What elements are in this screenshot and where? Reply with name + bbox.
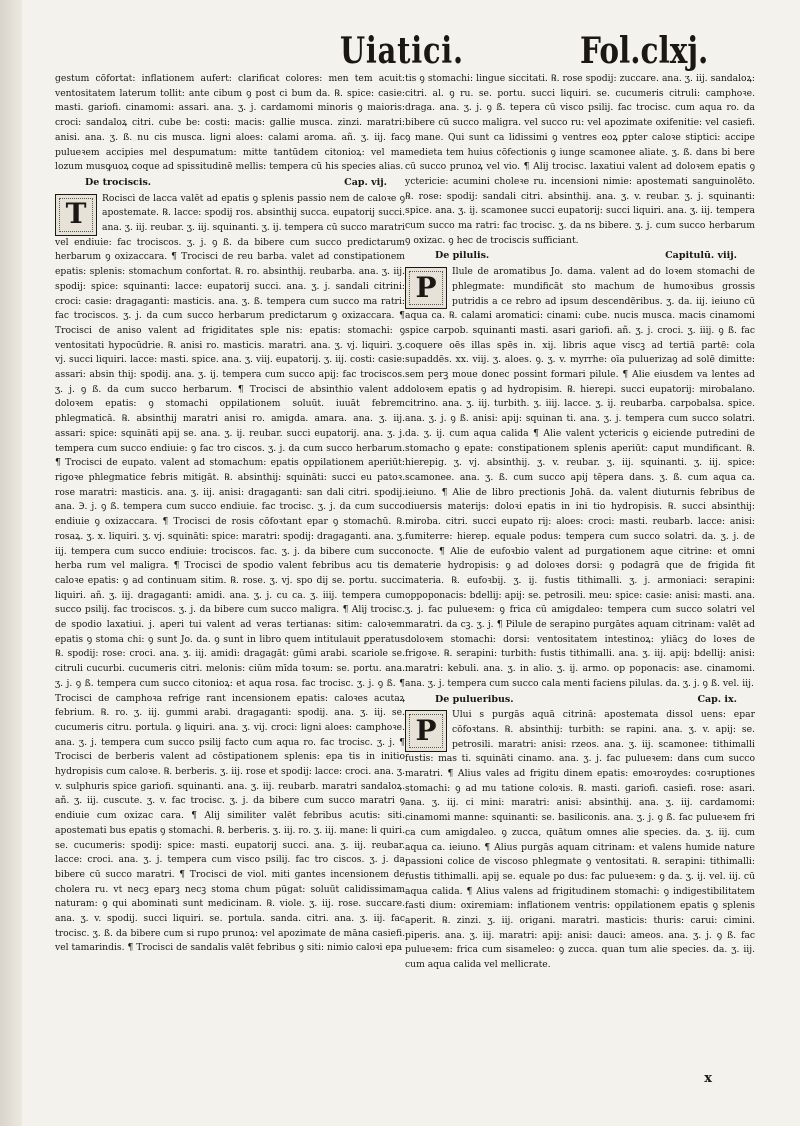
paragraph <box>405 265 755 691</box>
heading-chapter: Cap. ix. <box>697 693 737 705</box>
signature-mark: x <box>704 1071 712 1086</box>
decorated-initial: P <box>405 267 447 309</box>
page-header <box>0 30 800 76</box>
paragraph <box>55 192 405 957</box>
paragraph: tis ꝯ stomachi: lingue siccitati. ℞. rose spodij: zuccare. ana. ʒ. iij. sandaloꝝ: citri. al. ꝯ ru. se. portu. succi liquiri. se. cucumeris citruli: camphoꝛe. draga. ana. ʒ. j. ꝯ ß. tepera cū visco psilij. fac trocisc. cum aqua ro. da bibere cū succo maligra. vel succo ru: vel apozimate oxifenitie: vel casiefi. ꝯ mane. Qui sunt ca lidissimi ꝯ ventres eoꝝ ꝑpter caloꝛe stiptici: accipe medieta tem huius cōfectionis ꝯ iunge scamonee aliate. ʒ. ß. dans bi bere cū succo prunoꝝ vel vio. ¶ Alij trocisc. laxatiui valent ad doloꝛem epatis ꝯ yctericie: acumini choleꝛe ru. incensioni nimie: apostemati sanguinolēto. ℞. rose: spodij: sandali citri. absinthij. ana. ʒ. v. reubar. ʒ. j. squinanti: spice. ana. ʒ. ij. scamonee succi eupatorij: succi liquiri. ana. ʒ. iij. tempera cum succo ma ratri: fac trocisc. ʒ. da ns bibere. ʒ. j. cum succo herbarum ꝯ oxizac. ꝯ hec de trociscis sufficiant. <box>405 73 755 246</box>
section-heading-pilulis <box>405 249 755 264</box>
section-heading-pulueribus <box>405 693 755 708</box>
running-title: Uiatici. <box>340 30 464 72</box>
decorated-initial: T <box>55 194 97 236</box>
heading-title: De pulueribus. <box>435 693 514 705</box>
left-column <box>55 72 405 1082</box>
heading-title: De trociscis. <box>85 176 152 188</box>
paragraph: gestum cōfortat: inflationem aufert: clarificat colores: men tem acuit: ventositatem laterum tollit: ante cibum ꝯ post ci bum da. ℞. spice: casie: masti. gariofi. cinamomi: assari. ana. ʒ. j. cardamomi minoris ꝯ maioris: croci: sandaloꝝ citri. cube be: costi: macis: gallie musca. zinzi. maratri: anisi. ana. ʒ. ß. nu cis musca. ligni aloes: calami aroma. añ. ʒ. iij. fac pulueꝛem accipies mel despumatum: mitte tantūdem citonioꝝ: vel ma lozum musꝙuoꝝ coque ad spissitudinē mellis: tempera cū his species alias. <box>55 73 405 173</box>
heading-chapter: Capitulū. viij. <box>665 250 737 262</box>
paragraph-text: Ului s purgās aquā citrinā: apostemata dissol uens: epar cōfoꝛtans. ℞. absinthij: turbith: se rapini. ana. ʒ. v. apij: se. petrosili. maratri: anisi: rzeos. ana. ʒ. iij. scamonee: tithimalli fustis: mas ti. squināti cinamo. ana. ʒ. j. fac pulueꝛem: dans cum succo maratri. ¶ Alius vales ad frigitu dinem epatis: emoꝛroydes: coꝛruptiones stomachi: ꝯ ad mu tatione coloꝛis. ℞. masti. gariofi. casiefi. rose: asari. ana. ʒ. iij. ci mini: maratri: anisi: absinthij. ana. ʒ. iij. cardamomi: cinamomi manne: squinanti: se. basiliconis. ana. ʒ. j. ꝯ ß. fac pulueꝛem fri ca cum amigdaleo. ꝯ zucca, quātum omnes alie species. da. ʒ. iij. cum aqua ca. ieiuno. ¶ Alius purgās aquam citrinam: et valens humide nature passioni colice de viscoso phlegmate ꝯ ventositati. ℞. serapini: tithimalli: fustis tithimalli. apij se. equale po dus: fac pulueꝛem: ꝯ da. ʒ. ij. vel. iij. cū aqua calida. ¶ Alius valens ad frigitudinem stomachi: ꝯ indigestibilitatem fasti dium: oxiremiam: inflationem ventris: oppilationem epatis ꝯ splenis aperit. ℞. zinzi. ʒ. iij. origani. maratri. masticis: thuris: carui: cimini. piperis. ana. ʒ. iij. maratri: apij: anisi: dauci: ameos. ana. ʒ. j. ꝯ ß. fac pulueꝛem: frica cum sisameleo: ꝯ zucca. quan tum alie species. da. ʒ. iij. cum aqua calida vel mellicrate. <box>405 709 755 971</box>
paragraph <box>405 708 755 973</box>
heading-chapter: Cap. vij. <box>344 176 387 188</box>
paragraph-text: Ilule de aromatibus Jo. dama. valent ad do loꝛem stomachi de phlegmate: mundificāt sto machum de humoꝛibus grossis putridis a ce rebro ad ipsum descendēribus. ʒ. da. iij. ieiuno cū aqua ca. ℞. calami aromatici: cinami: cube. nucis musca. macis cinamomi spice carpob. squinanti masti. asari gariofi. añ. ʒ. j. croci. ʒ. iiij. ꝯ ß. fac coquere oēs illas spēs in. xij. libris aque viscꝫ ad tertiā partē: cola supaddēs. xx. viij. ʒ. aloes. ꝯ. ʒ. v. myrrhe: oīa puluerizaꝯ ad solē dimitte: sem perꝫ moue donec possint formari pilule. ¶ Alie eiusdem va lentes ad doloꝛem epatis ꝯ ad hydropisim. ℞. hierepi. succi eupatorij: mirobalano. citrino. ana. ʒ. iij. turbith. ʒ. iiij. lacce. ʒ. ij. reubarba. carpobalsa. spice. ana. ʒ. j. ꝯ ß. anisi: apij: squinan ti. ana. ʒ. j. tempera cum succo solatri. da. ʒ. ij. cum aqua calida ¶ Alie valent yctericis ꝯ eiciende putredini de stomacho ꝯ epate: constipationem splenis aperiūt: caput mundificant. ℞. hierepig. ʒ. vj. absinthij. ʒ. v. reubar. ʒ. iij. squinanti. ʒ. iij. spice: scamonee. ana. ʒ. ß. cum succo apij tēpera dans. ʒ. ß. cum aqua ca. ieiuno. ¶ Alie de libro prectionis Johā. da. valent diuturnis febribus de diuersis materijs: doloꝛi epatis in ini tio hydropisis. ℞. succi absinthij: miroba. citri. succi eupato rij: aloes: croci: masti. reubarb. lacce: anisi: fumiterre: hierep. equale podus: tempera cum succo solatri. da. ʒ. j. de nocte. ¶ Alie de eufoꝛbio valent ad purgationem aque citrine: et omni materie hydropisis: ꝯ ad doloꝛes dorsi: ꝯ podagrā que de frigida fit materia. ℞. eufoꝛbij. ʒ. ij. fustis tithimalli. ʒ. j. armoniaci: serapini: oppoponacis: bdellij: apij: se. petrosili. meu: spice: casie: anisi: masti. ana. ʒ. j. fac pulueꝛem: ꝯ frica cū amigdaleo: tempera cum succo solatri vel maratri. da cꝫ. ʒ. j. ¶ Pilule de serapino purgātes aquam citrinam: valēt ad doloꝛem stomachi: dorsi: ventositatem intestinoꝝ: yliācꝫ do loꝛes de frigoꝛe. ℞. serapini: turbith: fustis tithimalli. ana. ʒ. iij. apij: bdellij: anisi: maratri: kebuli. ana. ʒ. in alio. ʒ. ij. armo. op poponacis: ase. cinamomi. ana. ʒ. j. tempera cum succo cala menti faciens pilulas. da. ʒ. j. ꝯ ß. vel. iij. <box>405 266 755 689</box>
heading-title: De pilulis. <box>435 250 490 262</box>
paragraph-text: Rocisci de lacca valēt ad epatis ꝯ splenis passio nem de caloꝛe ꝯ apostemate. ℞. lacce: spodij ros. absinthij succa. eupatorij succi. ana. ʒ. iij. reubar. ʒ. iij. squinanti. ʒ. ij. tempera cū succo maratri vel endiuie: fac trociscos. ʒ. j. ꝯ ß. da bibere cum succo predictarum herbarum ꝯ oxizaccara. ¶ Trocisci de reu barba. valet ad constipationem epatis: splenis: stomachum confortat. ℞. ro. absinthij. reubarba. ana. ʒ. iij. spodij: spice: squinanti: lacce: eupatorij succi. ana. ʒ. j. sandali citrini: croci: casie: dragaganti: masticis. ana. ʒ. ß. tempera cum succo ma ratri: fac trociscos. ʒ. j. da cum succo herbarum predictarum ꝯ oxizaccara. ¶ Trocisci de aniso valent ad frigiditates sple nis: epatis: stomachi: ꝯ ventositati hypocūdrie. ℞. anisi ro. masticis. maratri. ana. ʒ. vj. liquiri. ʒ. vj. succi liquiri. lacce: masti. spice. ana. ʒ. viij. eupatorij. ʒ. iij. costi: casie: assari: absin thij: spodij. ana. ʒ. ij. tempera cum succo apij: fac trociscos. ʒ. j. ꝯ ß. da cum succo herbarum. ¶ Trocisci de absinthio valent ad doloꝛem epatis: ꝯ stomachi oppilationem soluūt. iuuāt febrem phlegmaticā. ℞. absinthij maratri anisi ro. amigda. amara. ana. ʒ. iij. assari: spice: squināti apij se. ana. ʒ. ij. reubar. succi eupatorij. ana. ʒ. j. tempera cum succo endiuie: ꝯ fac tro ciscos. ʒ. j. da cum succo herbarum. ¶ Trocisci de eupato. valent ad stomachum: epatis oppilationem aperiūt: rigoꝛe phlegmatice febris mitigāt. ℞. absinthij: squināti: succi eu patoꝛ. rose maratri: masticis. ana. ʒ. iij. anisi: dragaganti: san dali citri. spodij. ana. ℈. j. ꝯ ß. tempera cum succo endiuie. fac trocisc. ʒ. j. da cum succo endiuie ꝯ oxizaccara. ¶ Trocisci de rosis cōfoꝛtant epar ꝯ stomachū. ℞. rosaꝝ. ʒ. x. liquiri. ʒ. vj. squināti: spice: maratri: spodij: dragaganti. ana. ʒ. iij. tempera cum succo endiuie: trociscos. fac. ʒ. j. da bibere cum succo herba rum vel maligra. ¶ Trocisci de spodio valent febribus acu tis de caloꝛe epatis: ꝯ ad continuam sitim. ℞. rose. ʒ. vj. spo dij se. portu. succi liquiri. añ. ʒ. iij. dragaganti: amidi. ana. ʒ. j. cu ca. ʒ. iiij. tempera cum succo psilij. fac trociscos. ʒ. j. da bibere cum succo maligra. ¶ Alij trocisc. de spodio laxatiui. j. aperi tui valent ad veras tertianas: sitim: caloꝛem epatis ꝯ stoma chi: ꝯ sunt Jo. da. ꝯ sunt in libro quem intitulauit ꝑperatus ℞. spodij: rose: croci. ana. ʒ. iij. amidi: dragagāt: gūmi arabi. scariole se. citruli cucurbi. cucumeris citri. melonis: ciūm mīda toꝛum: se. portu. ana. ʒ. j. ꝯ ß. tempera cum succo citonioꝝ: et aqua rosa. fac trocisc. ʒ. j. ꝯ ß. ¶ Trocisci de camphoꝛa refrige rant incensionem epatis: caloꝛes acutaꝝ febrium. ℞. ro. ʒ. iij. gummi arabi. dragaganti: spodij. ana. ʒ. iij. se. cucumeris citru. portula. ꝯ liquiri. ana. ʒ. vij. croci: ligni aloes: camphoꝛe. ana. ʒ. j. tempera cum succo psilij facto cum aqua ro. fac trocisc. ʒ. j. ¶ Trocisci de berberis valent ad cōstipationem splenis: epa tis in initio hydropisis cum caloꝛe. ℞. berberis. ʒ. iij. rose et spodij: lacce: croci. ana. ʒ. v. sulphuris spice gariofi. squinanti. ana. ʒ. iij. reubarb. maratri sandaloꝝ. añ. ʒ. iij. cuscute. ʒ. v. fac trocisc. ʒ. j. da bibere cum succo maratri ꝯ endiuie cum oxizac cara. ¶ Alij similiter valēt febribus acutis: siti. apostemati bus epatis ꝯ stomachi. ℞. berberis. ʒ. iij. ro. ʒ. iij. mane: li quiri. se. cucumeris: spodij: spice: masti. eupatorij succi. ana. ʒ. iij. reubar. lacce: croci. ana. ʒ. j. tempera cum visco psilij. fac tro ciscos. ʒ. j. da bibere cū succo maratri. ¶ Trocisci de viol. miti gantes incensionem de cholera ru. vt necꝫ eparꝫ necꝫ stoma chum pūgat: soluūt calidissimam naturam: ꝯ qui abominati sunt medicinam. ℞. viole. ʒ. iij. rose. succare. ana. ʒ. v. spodij. succi liquiri. se. portula. sanda. citri. ana. ʒ. iij. fac trocisc. ʒ. ß. da bibere cum si rupo prunoꝝ: vel apozimate de māna casiefi. vel tamarindis. ¶ Trocisci de sandalis valēt febribus ꝯ siti: nimio caloꝛi epa <box>55 192 405 954</box>
folio-number: Fol.clxj. <box>580 30 709 72</box>
right-column <box>405 72 755 1082</box>
section-heading-trociscis <box>55 176 405 191</box>
decorated-initial: P <box>405 710 447 752</box>
